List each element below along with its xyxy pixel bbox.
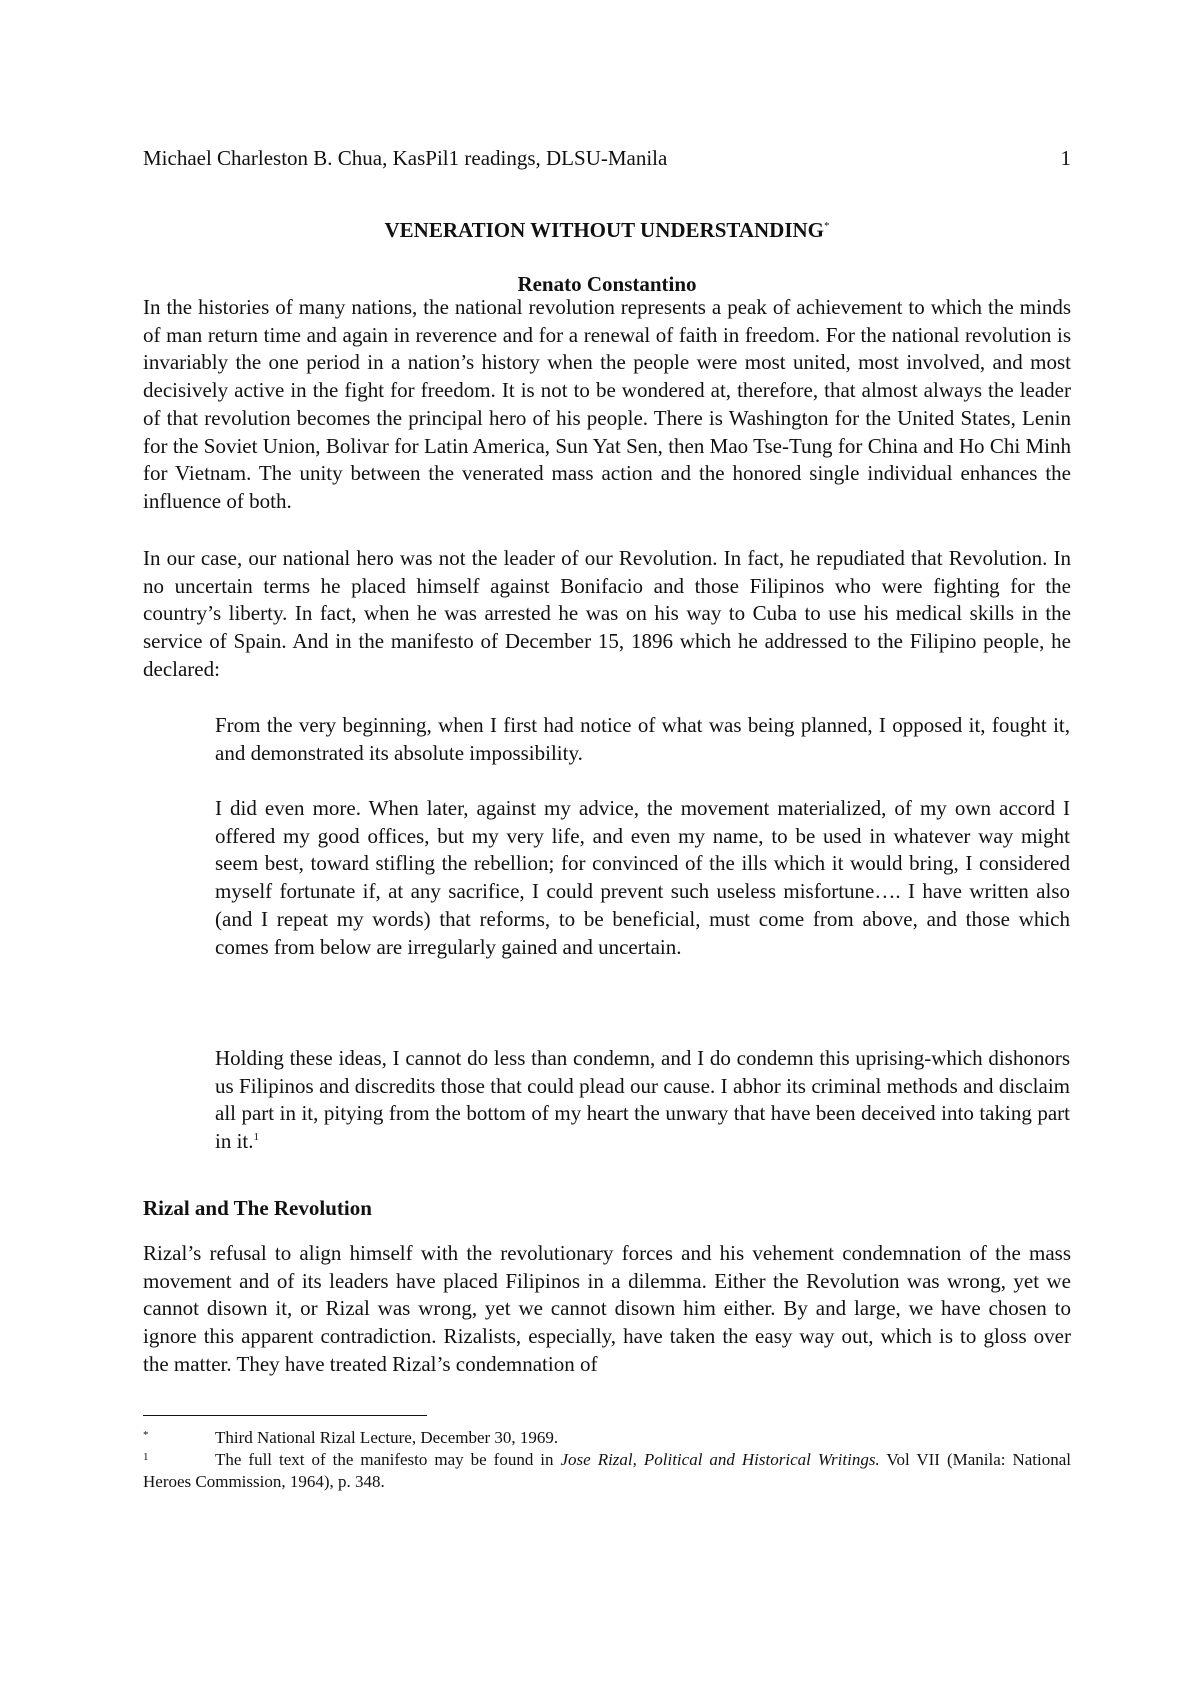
block-quote-3-text: Holding these ideas, I cannot do less than condemn, and I do condemn this uprising-which dishonors us Filipinos and discredits those that could plead our cause. I abhor its criminal methods and disclaim all part in it, pitying from the bottom of my heart the unwary that have been deceived into taking part in it. xyxy=(215,1046,1070,1154)
quote-footnote-marker[interactable]: 1 xyxy=(253,1131,260,1144)
page-number: 1 xyxy=(1060,146,1071,170)
running-header xyxy=(143,145,1071,171)
footnote-2-book-title: Jose Rizal, Political and Historical Writings. xyxy=(560,1450,880,1469)
body-paragraph-2: In our case, our national hero was not the leader of our Revolution. In fact, he repudiated that Revolution. In no uncertain terms he placed himself against Bonifacio and those Filipinos who were fighting for the country’s liberty. In fact, when he was arrested he was on his way to Cuba to use his medical skills in the service of Spain. And in the manifesto of December 15, 1896 which he addressed to the Filipino people, he declared: xyxy=(143,546,1071,681)
title-text: VENERATION WITHOUT UNDERSTANDING xyxy=(384,218,825,242)
footnote-2-text-before: The full text of the manifesto may be found in xyxy=(215,1450,561,1469)
footnote-1-text: Third National Rizal Lecture, December 30, 1969. xyxy=(215,1428,559,1447)
header-text: Michael Charleston B. Chua, KasPil1 readings, DLSU-Manila xyxy=(143,146,668,170)
footnote-divider xyxy=(143,1415,427,1416)
block-quote-1: From the very beginning, when I first had notice of what was being planned, I opposed it, fought it, and demonstrated its absolute impossibility. xyxy=(215,713,1070,765)
footnote-1-marker: * xyxy=(143,1429,149,1441)
block-quote-2: I did even more. When later, against my advice, the movement materialized, of my own accord I offered my good offices, but my very life, and even my name, to be used in whatever way might seem best, toward stifling the rebellion; for convinced of the ills which it would bring, I considered myself fortunate if, at any sacrifice, I could prevent such useless misfortune…. I have written also (and I repeat my words) that reforms, to be beneficial, must come from above, and those which comes from below are irregularly gained and uncertain. xyxy=(215,796,1070,959)
footnote-2-text-after: Vol VII (Manila: National Heroes Commission, 1964), p. 348. xyxy=(143,1450,1071,1491)
block-quote-3 xyxy=(215,1045,1070,1156)
document-title xyxy=(143,217,1071,243)
section-heading: Rizal and The Revolution xyxy=(143,1196,372,1220)
footnote-2 xyxy=(143,1449,1071,1493)
body-paragraph-1: In the histories of many nations, the national revolution represents a peak of achievement to which the minds of man return time and again in reverence and for a renewal of faith in freedom. For the national revolution is invariably the one period in a nation’s history when the people were most united, most involved, and most decisively active in the fight for freedom. It is not to be wondered at, therefore, that almost always the leader of that revolution becomes the principal hero of his people. There is Washington for the United States, Lenin for the Soviet Union, Bolivar for Latin America, Sun Yat Sen, then Mao Tse-Tung for China and Ho Chi Minh for Vietnam. The unity between the venerated mass action and the honored single individual enhances the influence of both. xyxy=(143,295,1071,513)
title-footnote-marker[interactable]: * xyxy=(824,220,830,232)
footnote-1 xyxy=(143,1427,1071,1449)
author-name: Renato Constantino xyxy=(517,272,697,296)
footnote-2-marker: 1 xyxy=(143,1451,149,1463)
section-paragraph: Rizal’s refusal to align himself with the revolutionary forces and his vehement condemnation of the mass movement and of its leaders have placed Filipinos in a dilemma. Either the Revolution was wrong, yet we cannot disown it, or Rizal was wrong, yet we cannot disown him either. By and large, we have chosen to ignore this apparent contradiction. Rizalists, especially, have taken the easy way out, which is to gloss over the matter. They have treated Rizal’s condemnation of xyxy=(143,1241,1071,1376)
